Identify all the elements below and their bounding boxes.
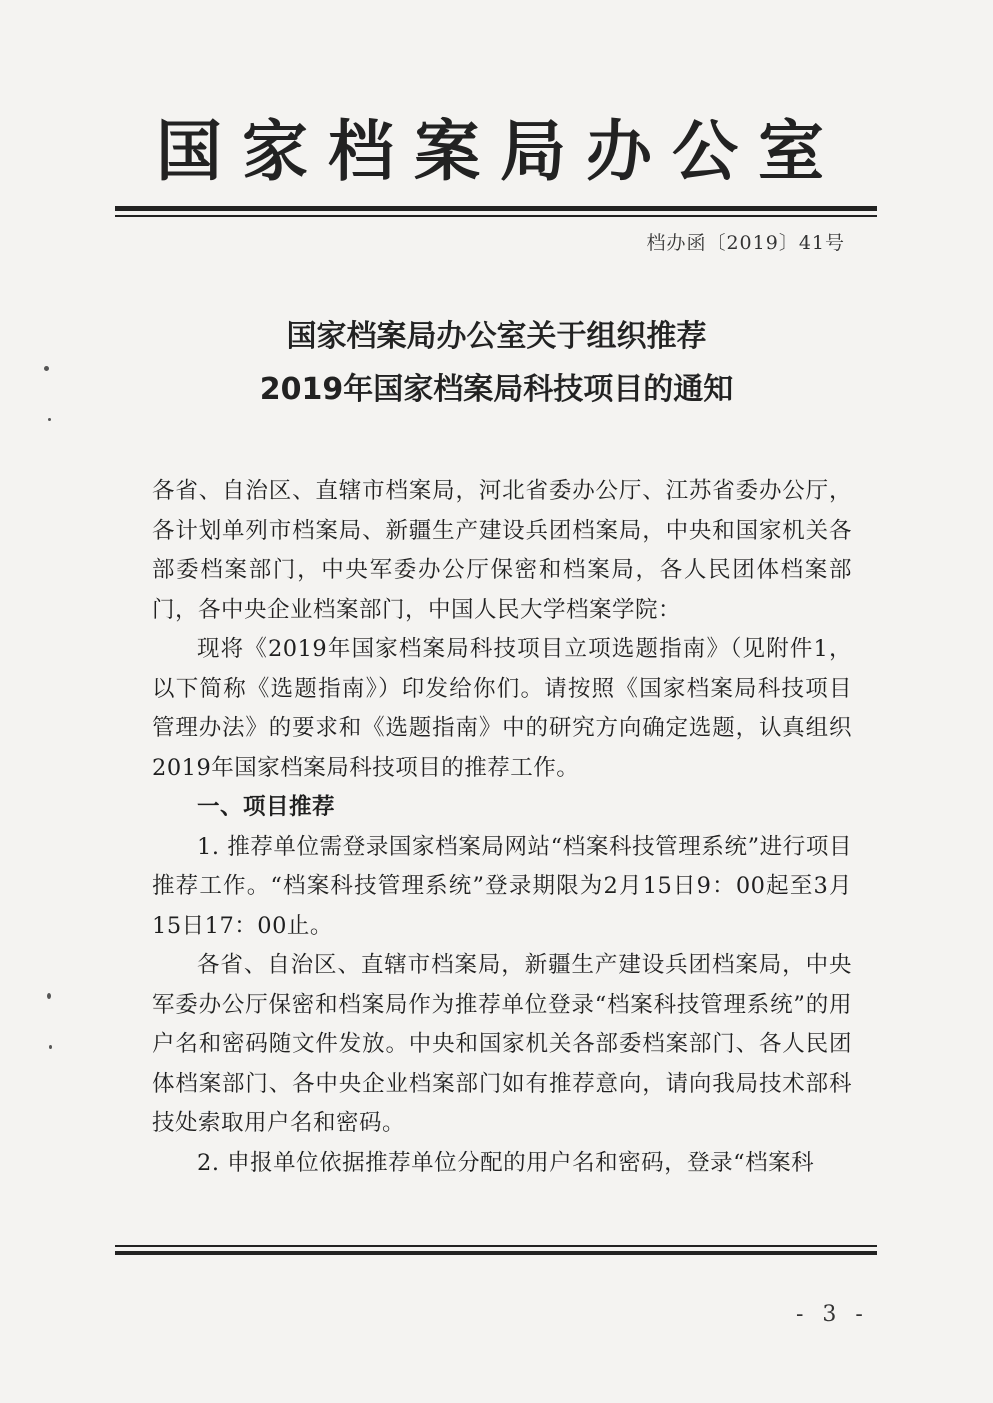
masthead-rule-thick: [115, 206, 877, 211]
item-1-paragraph: 1. 推荐单位需登录国家档案局网站“档案科技管理系统”进行项目推荐工作。“档案科技管理系统”登录期限为2月15日9：00起至3月15日17：00止。: [152, 833, 852, 939]
footer-rule-thick: [115, 1251, 877, 1255]
masthead: 国家档案局办公室: [156, 112, 844, 190]
item-2-paragraph: 2. 申报单位依据推荐单位分配的用户名和密码，登录“档案科: [197, 1149, 815, 1176]
footer-rule-thin: [115, 1245, 877, 1247]
body-text: [152, 472, 852, 1183]
page-number: - 3 -: [796, 1302, 869, 1327]
scan-speck: [47, 993, 51, 999]
title-line-2: 2019年国家档案局科技项目的通知: [259, 372, 734, 407]
section-heading: 一、项目推荐: [197, 794, 336, 820]
intro-paragraph: 现将《2019年国家档案局科技项目立项选题指南》（见附件1，以下简称《选题指南》）印发给你们。请按照《国家档案局科技项目管理办法》的要求和《选题指南》中的研究方向确定选题，认真组织2019年国家档案局科技项目的推荐工作。: [152, 636, 852, 781]
item-1-detail-paragraph: 各省、自治区、直辖市档案局，新疆生产建设兵团档案局，中央军委办公厅保密和档案局作为推荐单位登录“档案科技管理系统”的用户名和密码随文件发放。中央和国家机关各部委档案部门、各人民团体档案部门、各中央企业档案部门如有推荐意向，请向我局技术部科技处索取用户名和密码。: [152, 952, 852, 1136]
document-number: 档办函〔2019〕41号: [646, 232, 845, 254]
scan-speck: [44, 366, 49, 371]
masthead-rule-thin: [115, 215, 877, 217]
title-line-1: 国家档案局办公室关于组织推荐: [286, 319, 707, 354]
scan-speck: [48, 418, 51, 421]
scan-speck: [49, 1045, 52, 1049]
recipients-paragraph: 各省、自治区、直辖市档案局，河北省委办公厅、江苏省委办公厅，各计划单列市档案局、新疆生产建设兵团档案局，中央和国家机关各部委档案部门，中央军委办公厅保密和档案局，各人民团体档案部门，各中央企业档案部门，中国人民大学档案学院：: [152, 478, 852, 623]
